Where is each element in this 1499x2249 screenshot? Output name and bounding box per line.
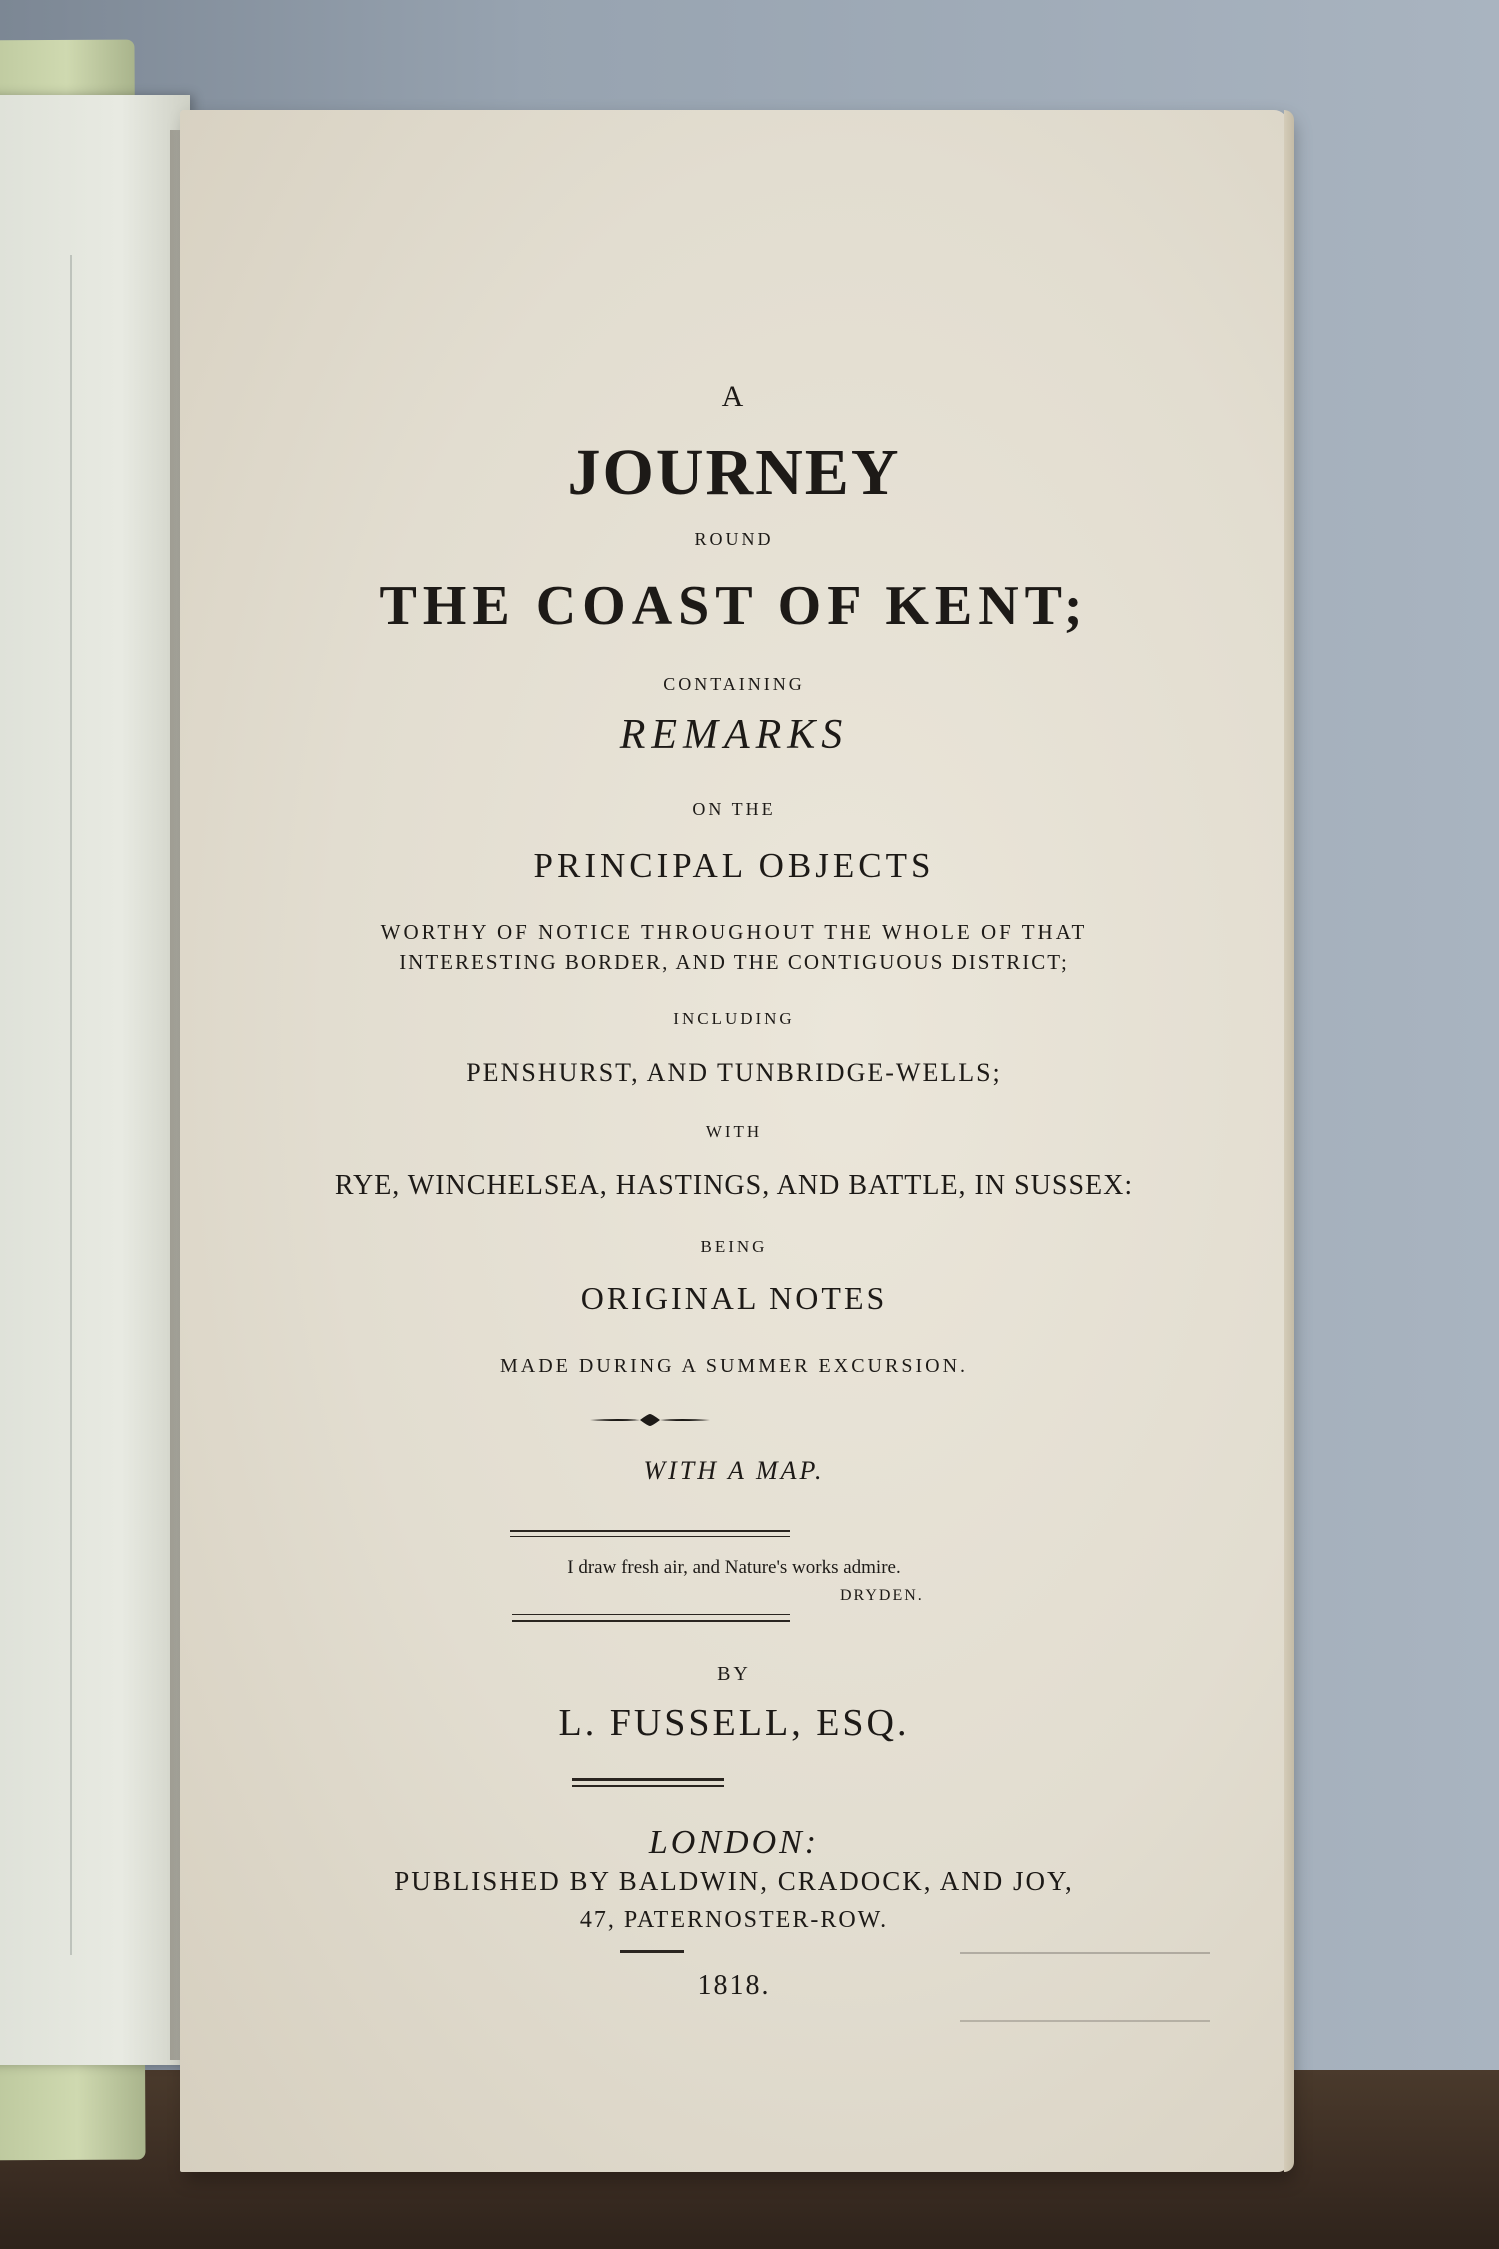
title-coast-of-kent: THE COAST OF KENT; <box>379 575 1089 637</box>
word-being: BEING <box>700 1237 768 1256</box>
word-remarks: REMARKS <box>619 712 849 758</box>
title-page-text <box>180 110 1288 2172</box>
rule-top-2 <box>510 1536 790 1537</box>
epigraph-author: DRYDEN. <box>840 1587 924 1604</box>
article-a: A <box>721 380 747 413</box>
rye-line: RYE, WINCHELSEA, HASTINGS, AND BATTLE, IN SUSSEX: <box>334 1170 1134 1201</box>
title-page <box>180 110 1288 2172</box>
rule-author-2 <box>572 1785 724 1787</box>
place-london: LONDON: <box>648 1824 820 1861</box>
epigraph: I draw fresh air, and Nature's works admire. <box>567 1557 901 1578</box>
with-a-map: WITH A MAP. <box>643 1456 825 1485</box>
rule-bottom-2 <box>512 1620 790 1622</box>
worthy-line-1: WORTHY OF NOTICE THROUGHOUT THE WHOLE OF THAT <box>380 920 1088 944</box>
penshurst-line: PENSHURST, AND TUNBRIDGE-WELLS; <box>466 1058 1002 1087</box>
rule-bottom-1 <box>512 1614 790 1615</box>
worthy-line-2: INTERESTING BORDER, AND THE CONTIGUOUS DISTRICT; <box>399 950 1069 974</box>
title-journey: JOURNEY <box>567 436 901 509</box>
word-with: WITH <box>705 1122 763 1141</box>
word-containing: CONTAINING <box>663 674 805 694</box>
word-by: BY <box>717 1663 751 1685</box>
original-notes: ORIGINAL NOTES <box>580 1280 888 1316</box>
ornament-rule-icon <box>590 1412 710 1428</box>
rule-top-1 <box>510 1530 790 1532</box>
word-including: INCLUDING <box>673 1009 795 1028</box>
endpaper-border <box>0 255 72 1955</box>
rule-author-1 <box>572 1778 724 1781</box>
address-line: 47, PATERNOSTER-ROW. <box>579 1907 889 1933</box>
made-during-line: MADE DURING A SUMMER EXCURSION. <box>499 1355 969 1377</box>
principal-objects: PRINCIPAL OBJECTS <box>533 846 935 885</box>
publisher-line: PUBLISHED BY BALDWIN, CRADOCK, AND JOY, <box>394 1866 1074 1896</box>
rule-year <box>620 1950 684 1953</box>
publication-year: 1818. <box>697 1970 771 2001</box>
author-name: L. FUSSELL, ESQ. <box>558 1702 910 1744</box>
title-round: ROUND <box>694 529 774 549</box>
word-on-the: ON THE <box>692 799 776 819</box>
faded-printer-stamp <box>960 1952 1210 2022</box>
left-endpaper <box>0 95 190 2065</box>
